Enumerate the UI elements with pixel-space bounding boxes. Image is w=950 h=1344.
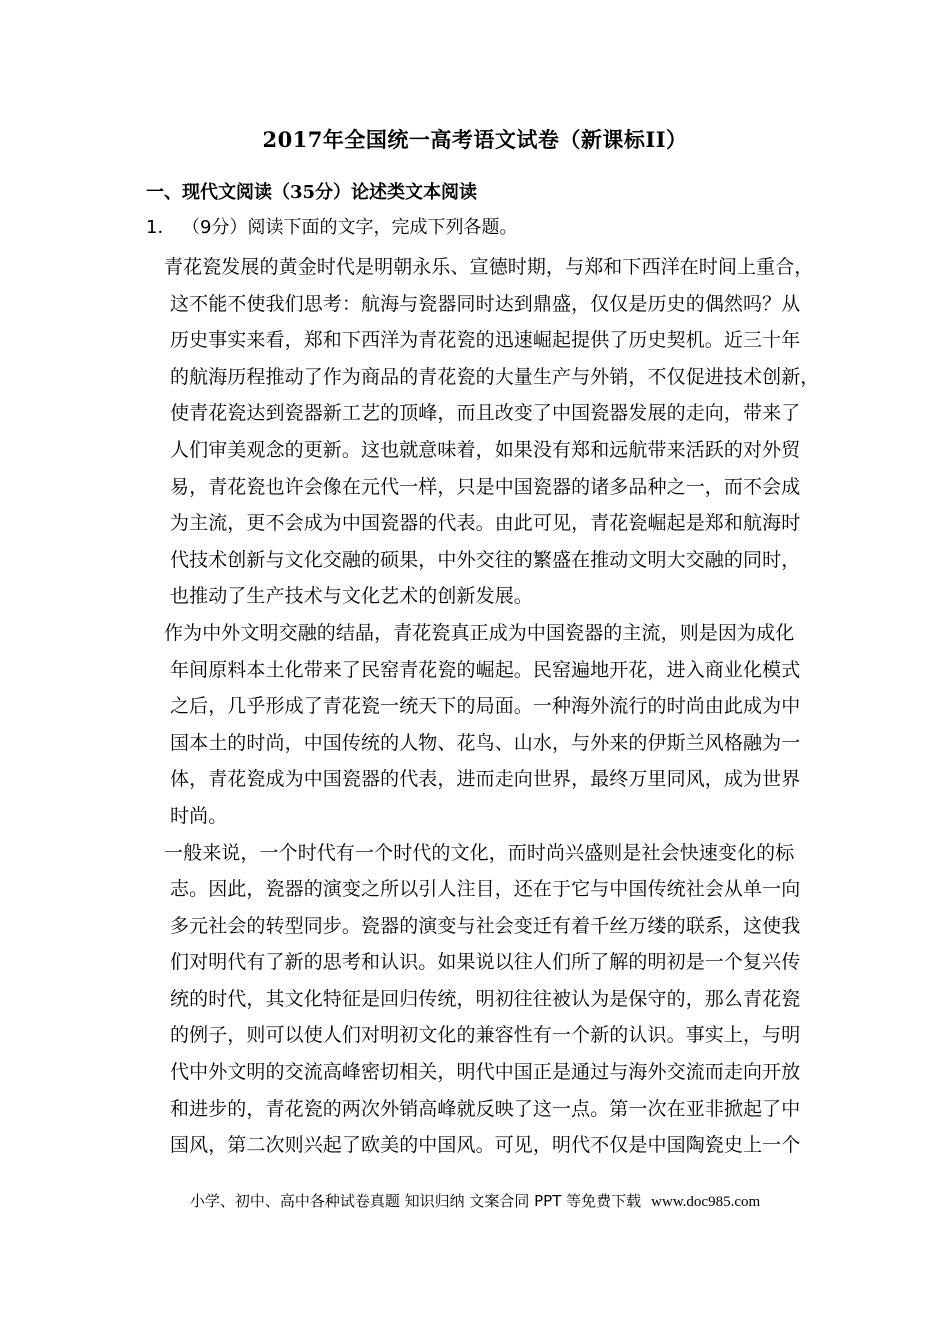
passage-line: 年间原料本土化带来了民窑青花瓷的崛起。民窑遍地开花，进入商业化模式: [170, 658, 801, 681]
passage-line: 这不能不使我们思考：航海与瓷器同时达到鼎盛，仅仅是历史的偶然吗？从: [170, 292, 801, 315]
passage-line: 志。因此，瓷器的演变之所以引人注目，还在于它与中国传统社会从单一向: [170, 878, 801, 901]
passage-line: 和进步的，青花瓷的两次外销高峰就反映了这一点。第一次在亚非掀起了中: [170, 1097, 801, 1120]
section-heading: 一、现代文阅读（35分）论述类文本阅读: [146, 182, 478, 203]
passage-line: 人们审美观念的更新。这也就意味着，如果没有郑和远航带来活跃的对外贸: [170, 438, 801, 461]
page-title: 2017年全国统一高考语文试卷（新课标II）: [262, 127, 688, 152]
passage-line: 之后，几乎形成了青花瓷一统天下的局面。一种海外流行的时尚由此成为中: [170, 695, 801, 718]
passage-line: 代中外文明的交流高峰密切相关，明代中国正是通过与海外交流而走向开放: [170, 1061, 801, 1084]
footer-text: 小学、初中、高中各种试卷真题 知识归纳 文案合同 PPT 等免费下载: [189, 1192, 642, 1210]
passage-line: 青花瓷发展的黄金时代是明朝永乐、宣德时期，与郑和下西洋在时间上重合，: [164, 256, 814, 278]
passage-line: 的例子，则可以使人们对明初文化的兼容性有一个新的认识。事实上，与明: [170, 1024, 801, 1047]
passage-line: 易，青花瓷也许会像在元代一样，只是中国瓷器的诸多品种之一，而不会成: [170, 475, 801, 498]
paragraph-1: [164, 249, 824, 615]
question-header: [146, 213, 517, 239]
passage-line: 时尚。: [170, 804, 228, 827]
passage-line: 一般来说，一个时代有一个时代的文化，而时尚兴盛则是社会快速变化的标: [164, 841, 795, 864]
passage-line: 统的时代，其文化特征是回归传统，明初往往被认为是保守的，那么青花瓷: [170, 987, 801, 1010]
passage-line: 国风，第二次则兴起了欧美的中国风。可见，明代不仅是中国陶瓷史上一个: [170, 1134, 801, 1157]
question-prompt: （9分）阅读下面的文字，完成下列各题。: [182, 217, 518, 238]
reading-passage: [164, 249, 824, 1164]
passage-line: 作为中外文明交融的结晶，青花瓷真正成为中国瓷器的主流，则是因为成化: [164, 621, 795, 644]
passage-line: 代技术创新与文化交融的硕果，中外交往的繁盛在推动文明大交融的同时，: [170, 548, 801, 571]
passage-line: 也推动了生产技术与文化艺术的创新发展。: [170, 585, 533, 608]
passage-line: 的航海历程推动了作为商品的青花瓷的大量生产与外销，不仅促进技术创新，: [170, 365, 820, 388]
passage-line: 使青花瓷达到瓷器新工艺的顶峰，而且改变了中国瓷器发展的走向，带来了: [170, 402, 801, 425]
passage-line: 历史事实来看，郑和下西洋为青花瓷的迅速崛起提供了历史契机。近三十年: [170, 329, 801, 352]
passage-line: 多元社会的转型同步。瓷器的演变与社会变迁有着千丝万缕的联系，这使我: [170, 914, 801, 937]
passage-line: 们对明代有了新的思考和认识。如果说以往人们所了解的明初是一个复兴传: [170, 951, 801, 974]
passage-line: 体，青花瓷成为中国瓷器的代表，进而走向世界，最终万里同风，成为世界: [170, 768, 801, 791]
page-footer: [0, 1190, 950, 1211]
passage-line: 国本土的时尚，中国传统的人物、花鸟、山水，与外来的伊斯兰风格融为一: [170, 731, 801, 754]
footer-site-link[interactable]: www.doc985.com: [651, 1194, 761, 1210]
paragraph-2: [164, 615, 824, 835]
question-number: 1．: [146, 217, 176, 238]
paragraph-3: [164, 835, 824, 1164]
passage-line: 为主流，更不会成为中国瓷器的代表。由此可见，青花瓷崛起是郑和航海时: [170, 512, 801, 535]
